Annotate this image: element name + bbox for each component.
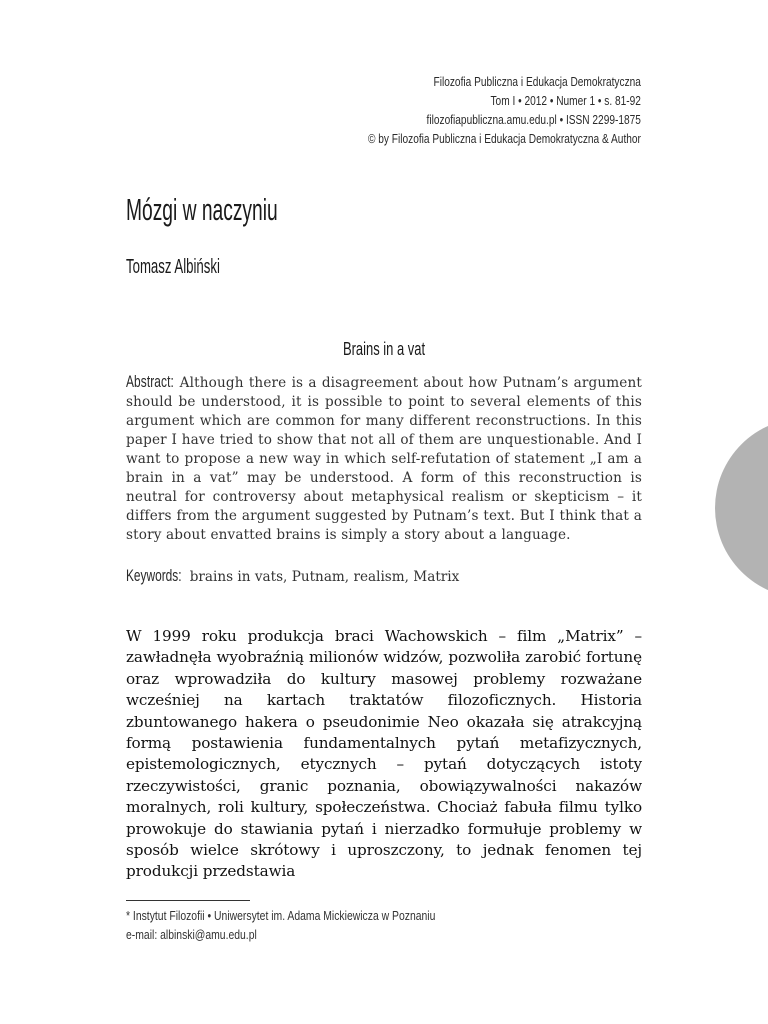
volume-issue-pages: Tom I • 2012 • Numer 1 • s. 81-92 <box>490 93 641 108</box>
journal-name: Filozofia Publiczna i Edukacja Demokratyczna <box>433 74 641 89</box>
body-paragraph: W 1999 roku produkcja braci Wachowskich – film „Matrix” – zawładnęła wyobraźnią milionów widzów, pozwoliła zarobić fortunę oraz wprowadziła do kultury masowej problemy rozważane wcześniej na kartach traktatów filozoficznych. Historia zbuntowanego hakera o pseudonimie Neo okazała się atrakcyjną formą postawienia fundamentalnych pytań metafizycznych, epistemologicznych, etycznych – pytań dotyczących istoty rzeczywistości, granic poznania, obowiązywalności nakazów moralnych, roli kultury, społeczeństwa. Chociaż fabuła filmu tylko prowokuje do stawiania pytań i nierzadko formułuje problemy w sposób wielce skrótowy i uproszczony, to jednak fenomen tej produkcji przedstawia <box>126 627 642 881</box>
article-author: Tomasz Albiński <box>126 256 220 278</box>
keywords <box>126 566 642 587</box>
page-edge-tab <box>715 418 768 598</box>
footnote <box>126 906 435 944</box>
abstract <box>126 372 642 545</box>
abstract-text: Although there is a disagreement about how Putnam’s argument should be understood, it is possible to point to several elements of this argument which are common for many different reconstructions. In this paper I have tried to show that not all of them are unquestionable. And I want to propose a new way in which self-refutation of statement „I am a brain in a vat” may be understood. A form of this reconstruction is neutral for controversy about metaphysical realism or skepticism – it differs from the argument suggested by Putnam’s text. But I think that a story about envatted brains is simply a story about a language. <box>126 375 642 543</box>
journal-header <box>368 72 641 148</box>
footnote-email: e-mail: albinski@amu.edu.pl <box>126 927 257 942</box>
journal-url-issn: filozofiapubliczna.amu.edu.pl • ISSN 2299-1875 <box>426 112 641 127</box>
footnote-affiliation: * Instytut Filozofii • Uniwersytet im. Adama Mickiewicza w Poznaniu <box>126 908 436 923</box>
abstract-label: Abstract: <box>126 372 174 391</box>
body-text <box>126 626 642 883</box>
keywords-text: brains in vats, Putnam, realism, Matrix <box>189 569 460 585</box>
keywords-label: Keywords: <box>126 566 182 585</box>
footnote-divider <box>126 900 250 901</box>
article-title: Mózgi w naczyniu <box>126 192 278 227</box>
english-title: Brains in a vat <box>342 339 426 359</box>
english-title-wrap <box>0 338 768 360</box>
copyright-notice: © by Filozofia Publiczna i Edukacja Demokratyczna & Author <box>368 131 641 146</box>
